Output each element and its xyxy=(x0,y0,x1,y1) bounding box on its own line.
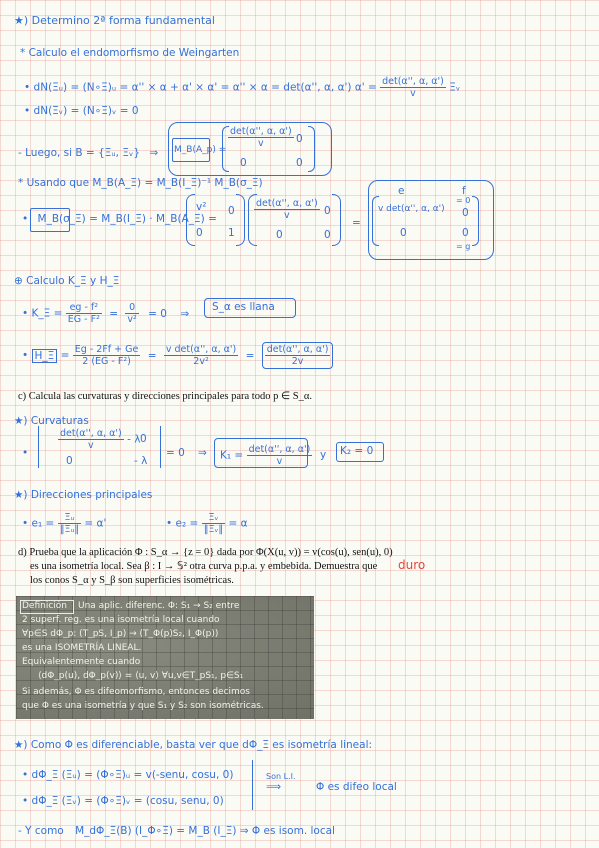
mb-m21: 0 xyxy=(240,157,247,169)
m2-d: 0 xyxy=(324,229,331,241)
r-b: 0 xyxy=(462,207,469,219)
mb-m12: 0 xyxy=(296,133,303,145)
photo-line-8: que Φ es una isometría y que S₁ y S₂ son isométricas. xyxy=(22,701,264,711)
photo-line-2: 2 superf. reg. es una isometría local cuando xyxy=(22,615,220,625)
lbl-g: = g xyxy=(456,242,471,251)
det-d: - λ xyxy=(134,455,148,467)
heading-2nd-fundamental-form: ★) Determino 2ª forma fundamental xyxy=(14,14,215,27)
photo-line-1a: Definición xyxy=(22,601,67,611)
det-c: 0 xyxy=(66,455,73,467)
y-como: - Y como xyxy=(18,825,64,837)
son-li: Son L.I. xyxy=(266,772,296,781)
weingarten-subheading: * Calculo el endomorfismo de Weingarten xyxy=(20,47,240,59)
frac-num: det(α'', α, α') xyxy=(256,198,318,209)
det-bar-right xyxy=(160,426,161,468)
frac-den: v xyxy=(284,210,290,221)
m2-bracket-right xyxy=(332,194,341,246)
e1-line xyxy=(22,512,106,535)
arrow-k1: ⇒ xyxy=(198,447,207,459)
brace-right xyxy=(246,760,253,810)
result-equals: = xyxy=(352,217,361,229)
mb-m22: 0 xyxy=(296,157,303,169)
dnp-zv-rest: (Ξᵥ) = (N∘Ξ)ᵥ = 0 xyxy=(48,105,139,117)
dnp-zu-line xyxy=(24,76,460,99)
como-heading: ★) Como Φ es diferenciable, basta ver que dΦ_Ξ es isometría lineal: xyxy=(14,739,373,751)
dphi-u-line: • dΦ_Ξ (Ξᵤ) = (Φ∘Ξ)ᵤ = v(-senu, cosu, 0) xyxy=(22,769,234,781)
calc-kh-heading: ⊕ Calculo K_Ξ y H_Ξ xyxy=(14,275,120,287)
e2-line xyxy=(166,512,248,535)
k1-lhs: K₁ = xyxy=(220,449,244,462)
dnp-zu-end: Ξᵥ xyxy=(449,81,461,94)
m1-bracket-right xyxy=(236,194,245,246)
frac-den: v xyxy=(258,138,264,149)
frac-den: v xyxy=(276,456,283,467)
bullet: • xyxy=(22,447,29,459)
dnp-label: • dN xyxy=(24,81,49,94)
y-como-line xyxy=(18,824,335,838)
frac-num: det(α'', α, α') xyxy=(60,428,122,439)
mb-sigma-eq: = M_B(I_Ξ) · M_B(A_Ξ) = xyxy=(89,213,217,225)
curvaturas-heading: ★) Curvaturas xyxy=(14,415,89,427)
frac-num: eg - f² xyxy=(66,302,102,314)
frac-num: 0 xyxy=(125,302,138,314)
det-minus-lambda: - λ xyxy=(127,433,141,446)
photo-line-6: ⟨dΦ_p(u), dΦ_p(v)⟩ = ⟨u, v⟩ ∀u,v∈T_pS₁, p∈S₁ xyxy=(38,671,244,681)
k-eq0: = 0 xyxy=(148,307,167,320)
frac-den: 2v² xyxy=(193,356,209,367)
statement-d-line3: los conos S_α y S_β son superficies isométricas. xyxy=(30,575,234,586)
e2-lhs: • e₂ = xyxy=(166,517,199,530)
frac-num: Eg - 2Ff + Ge xyxy=(74,344,139,355)
photo-line-7: Si además, Φ es difeomorfismo, entonces decimos xyxy=(22,687,250,697)
frac-den: v xyxy=(410,88,416,99)
frac-den: 2 (EG - F²) xyxy=(82,356,131,367)
k-line: • K_Ξ = $\frac{\text{eg - f²}}{\text{EG - F²}}$ = $\frac{0}{\text{v²}}$ = 0 ⇒ xyxy=(22,302,190,325)
difeo-local: Φ es difeo local xyxy=(316,781,397,793)
frac-den: EG - F² xyxy=(67,314,100,325)
frac-num: v det(α'', α, α') xyxy=(165,344,237,355)
e2-rhs: = α xyxy=(228,517,248,530)
frac-den: 2v xyxy=(291,356,304,367)
dnp-zv-line xyxy=(24,104,139,118)
direcciones-heading: ★) Direcciones principales xyxy=(14,489,153,501)
photo-line-1b: Una aplic. diferenc. Φ: S₁ → S₂ entre xyxy=(78,601,240,611)
usando-line: * Usando que M_B(A_Ξ) = M_B(I_Ξ)⁻¹ M_B(σ_Ξ) xyxy=(18,177,263,189)
mb-m11 xyxy=(228,126,294,149)
matrix-bracket-right xyxy=(308,126,315,172)
m1-c: 0 xyxy=(196,227,203,239)
dphi-v-line: • dΦ_Ξ (Ξᵥ) = (Φ∘Ξ)ᵥ = (cosu, senu, 0) xyxy=(22,795,224,807)
frac-num: Ξᵥ xyxy=(202,512,225,524)
det-eq: = 0 xyxy=(166,447,185,459)
frac-den: ‖Ξᵤ‖ xyxy=(59,524,80,535)
dnp-zu-rest: (Ξᵤ) = (N∘Ξ)ᵤ = α'' × α + α' × α' = α'' × α = det(α'', α, α') α' = xyxy=(48,81,377,94)
h-line: • H_Ξ = $\frac{Eg - 2Ff + Ge}{\text{2 (EG - F²)}}$ = $\frac{\text{v det(α'', α, α')}}{\text{2v²}}$ = $\frac{\det(\alpha'', \alpha, \alpha')}{2v}$ xyxy=(22,342,333,369)
dnp-zu-fraction xyxy=(380,76,446,99)
photo-line-4: es una ISOMETRÍA LINEAL. xyxy=(22,643,142,653)
det-a xyxy=(58,428,140,451)
duro-note: duro xyxy=(398,558,426,572)
e1-lhs: • e₁ = xyxy=(22,517,55,530)
frac-den: v xyxy=(88,440,94,451)
k-arrow: ⇒ xyxy=(180,307,190,320)
r-d: 0 xyxy=(462,227,469,239)
long-arrow: ⟹ xyxy=(266,781,282,793)
h-lhs: H_Ξ xyxy=(32,349,58,363)
m1-bracket-left xyxy=(186,194,195,246)
llana-text: S_α es llana xyxy=(212,301,275,313)
statement-c: c) Calcula las curvaturas y direcciones principales para todo p ∈ S_α. xyxy=(18,391,312,402)
k1-line xyxy=(220,444,312,467)
m2-c: 0 xyxy=(276,229,283,241)
implies-arrow: ⇒ xyxy=(149,147,159,159)
m1-a: v² xyxy=(196,201,207,213)
frac-num: det(α'', α, α') xyxy=(266,344,329,355)
r-c: 0 xyxy=(400,227,407,239)
lbl-f-eq: = 0 xyxy=(456,196,471,205)
det-bar-left xyxy=(38,426,39,468)
mb-ap-label: M_B(A_p) = xyxy=(174,145,227,155)
frac-num: det(α'', α, α') xyxy=(230,126,292,137)
frac-num: det(α'', α, α') xyxy=(382,76,444,87)
lbl-f: f xyxy=(462,185,466,197)
frac-num: det(α'', α, α') xyxy=(248,444,311,455)
m2-b: 0 xyxy=(324,205,331,217)
mb-sigma: M_B(σ_Ξ) xyxy=(37,213,86,225)
definition-photo xyxy=(16,596,314,719)
det-b: 0 xyxy=(140,433,147,445)
statement-d-line2: es una isometría local. Sea β : I → 𝕊² otra curva p.p.a. y embebida. Demuestra que xyxy=(30,561,378,572)
frac-num: Ξᵤ xyxy=(58,512,81,524)
r-bracket-right xyxy=(472,196,479,246)
frac-den: ‖Ξᵥ‖ xyxy=(203,524,224,535)
luego-line xyxy=(18,146,158,160)
luego-text: - Luego, si B = {Ξᵤ, Ξᵥ} xyxy=(18,147,141,159)
lbl-e: e xyxy=(398,185,405,197)
photo-line-5: Equivalentemente cuando xyxy=(22,657,141,667)
k-lhs: • K_Ξ = xyxy=(22,307,63,320)
dnp-label: • dN xyxy=(24,105,49,117)
y-como-rest: M_dΦ_Ξ(B) (I_Φ∘Ξ) = M_B (I_Ξ) ⇒ Φ es isom. local xyxy=(75,825,335,837)
y-connector: y xyxy=(320,449,327,461)
m1-d: 1 xyxy=(228,227,235,239)
k2: K₂ = 0 xyxy=(340,445,374,457)
r-a: v det(α'', α, α') xyxy=(378,204,445,214)
frac-den: v² xyxy=(127,314,137,325)
statement-d-line1: d) Prueba que la aplicación Φ : S_α → {z = 0} dada por Φ(X(u, v)) = v(cos(u), sen(u), 0) xyxy=(18,547,393,558)
m2-a xyxy=(254,198,320,221)
photo-line-3: ∀p∈S dΦ_p: (T_pS, I_p) → (T_Φ(p)S₂, I_Φ(p)) xyxy=(22,629,219,639)
e1-rhs: = α' xyxy=(84,517,107,530)
mb-sigma-line: • M_B(σ_Ξ) = M_B(I_Ξ) · M_B(A_Ξ) = xyxy=(22,213,217,225)
m1-b: 0 xyxy=(228,205,235,217)
